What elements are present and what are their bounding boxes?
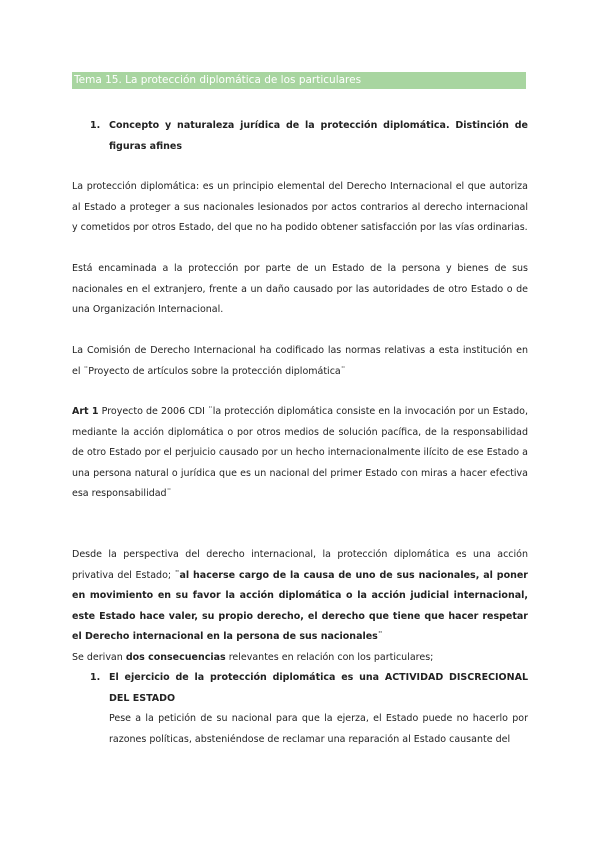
paragraph-consequences: Se derivan dos consecuencias relevantes en relación con los particulares; — [72, 652, 434, 663]
article-text: Proyecto de 2006 CDI ¨la protección diplomática consiste en la invocación por un Estado, mediante la acción diplomática o por otros medios de solución pacífica, de la responsabilidad de otro Estado por el perjuicio causado por un hecho internacionalmente ilícito de ese Estado a una persona natural o jurídica que es un nacional del primer Estado con miras a hacer efectiva esa responsabilidad¨ — [72, 406, 529, 499]
article-label: Art 1 — [72, 406, 99, 417]
paragraph-codification: La Comisión de Derecho Internacional ha codificado las normas relativas a esta institución en el ¨Proyecto de artículos sobre la protección diplomática¨ — [72, 345, 528, 377]
section-number: 1. — [90, 120, 101, 131]
paragraph-definition: La protección diplomática: es un principio elemental del Derecho Internacional el que autoriza al Estado a proteger a sus nacionales lesionados por actos contrarios al derecho internacional y cometidos por otros Estado, del que no ha podido obtener satisfacción por las vías ordinarias. — [72, 181, 528, 233]
paragraph-article-1 — [72, 402, 528, 505]
document-title: Tema 15. La protección diplomática de los particulares — [72, 72, 526, 89]
paragraph-purpose: Está encaminada a la protección por parte de un Estado de la persona y bienes de sus nacionales en el extranjero, frente a un daño causado por las autoridades de otro Estado o de una Organización Internacional. — [72, 263, 528, 315]
section-heading-text: Concepto y naturaleza jurídica de la protección diplomática. Distinción de figuras afines — [109, 120, 528, 152]
list-item-1 — [72, 668, 528, 750]
section-heading-1 — [72, 116, 528, 157]
list-item-heading: El ejercicio de la protección diplomática es una ACTIVIDAD DISCRECIONAL DEL ESTADO — [109, 672, 528, 704]
perspective-quote: ¨al hacerse cargo de la causa de uno de sus nacionales, al poner en movimiento en su favor la acción diplomática o la acción judicial internacional, este Estado hace valer, su propio derecho, el derecho que tiene que hacer respetar el Derecho internacional en la persona de sus nacionales¨ — [72, 569, 528, 642]
paragraph-perspective — [72, 545, 528, 648]
list-item-body: Pese a la petición de su nacional para que la ejerza, el Estado puede no hacerlo por razones políticas, absteniéndose de reclamar una reparación al Estado causante del — [109, 713, 528, 745]
list-item-number: 1. — [90, 672, 101, 683]
consequences-emphasis: dos consecuencias — [125, 652, 226, 663]
perspective-text: Desde la perspectiva del derecho internacional, la protección diplomática es una acción privativa del Estado; — [72, 549, 528, 581]
